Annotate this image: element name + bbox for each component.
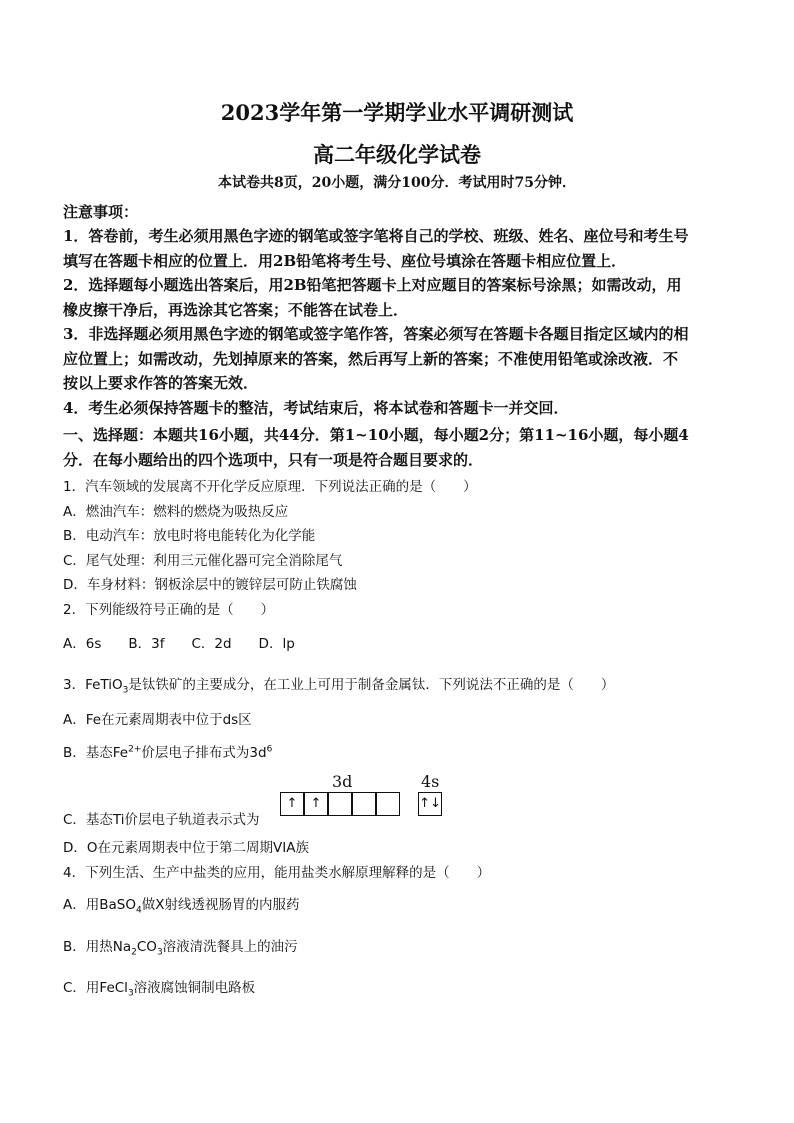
q4-b-rest: 溶液清洗餐具上的油污 [162,939,298,955]
note-1-line-1: 1．答卷前，考生必须用黑色字迹的钢笔或签字笔将自己的学校、班级、姓名、座位号和考生号 [63,227,689,245]
q4-b-subscript-1: 2 [131,947,137,958]
orbital-3d-box-1: ↑ [280,792,304,816]
exam-info: 本试卷共8页，20小题，满分100分．考试用时75分钟． [218,175,576,191]
q2-options: A．6s B．3f C．2d D．lp [63,636,295,652]
q4-c-rest: 溶液腐蚀铜制电路板 [133,980,256,996]
q4-c-subscript: 3 [127,988,134,999]
q4-option-a [63,893,299,916]
orbital-3d-box-2: ↑ [304,792,328,816]
q4-b-subscript-2: 3 [156,947,163,958]
q4-a-text: A．用BaSO [63,897,136,913]
q1-option-d: D．车身材料：钢板涂层中的镀锌层可防止铁腐蚀 [63,577,357,593]
orbital-4s-box: ↑↓ [418,792,442,816]
q3-b-charge: 2+ [128,744,142,755]
q2-stem: 2．下列能级符号正确的是（ ） [63,602,275,618]
q3-stem-subscript: 3 [122,685,129,696]
note-4: 4．考生必须保持答题卡的整洁，考试结束后，将本试卷和答题卡一并交回． [63,399,569,417]
q1-option-a: A．燃油汽车：燃料的燃烧为吸热反应 [63,504,289,520]
q3-b-config: 价层电子排布式为3d [141,745,267,761]
q1-option-c: C．尾气处理：利用三元催化器可完全消除尾气 [63,553,343,569]
note-2-line-1: 2．选择题每小题选出答案后，用2B铅笔把答题卡上对应题目的答案标号涂黑；如需改动，用 [63,276,682,294]
section-1-line-1: 一、选择题：本题共16小题，共44分．第1~10小题，每小题2分；第11~16小题，每小题4 [63,426,689,444]
q3-option-d: D．O在元素周期表中位于第二周期VIA族 [63,840,309,856]
q4-b-formula: CO [136,939,157,955]
note-2-line-2: 橡皮擦干净后，再选涂其它答案；不能答在试卷上． [63,301,409,319]
orbital-3d-box-3 [328,792,352,816]
q4-option-c [63,976,255,999]
q3-option-c: C．基态Ti价层电子轨道表示式为 [63,812,260,828]
note-3-line-2: 应位置上；如需改动，先划掉原来的答案，然后再写上新的答案；不准使用铅笔或涂改液．不 [63,350,679,368]
notes-heading: 注意事项： [63,203,139,221]
note-3-line-1: 3．非选择题必须用黑色字迹的钢笔或签字笔作答，答案必须写在答题卡各题目指定区域内的相 [63,325,689,343]
q4-a-rest: 做X射线透视肠胃的内服药 [141,897,300,913]
q4-b-text: B．用热Na [63,939,132,955]
orbital-3d-box-5 [376,792,400,816]
q1-stem: 1．汽车领域的发展离不开化学反应原理．下列说法正确的是（ ） [63,479,477,495]
q4-option-b [63,935,298,958]
exam-title: 2023学年第一学期学业水平调研测试 [220,100,574,125]
q3-b-text: B．基态Fe [63,745,129,761]
q3-stem-text: 3．FeTiO [63,677,123,693]
orbital-3d-box-4 [352,792,376,816]
q3-b-exponent: 6 [266,744,273,755]
section-1-line-2: 分．在每小题给出的四个选项中，只有一项是符合题目要求的． [63,451,484,469]
note-1-line-2: 填写在答题卡相应的位置上．用2B铅笔将考生号、座位号填涂在答题卡相应位置上． [63,252,627,270]
q4-stem: 4．下列生活、生产中盐类的应用，能用盐类水解原理解释的是（ ） [63,865,491,881]
q3-option-a: A．Fe在元素周期表中位于ds区 [63,712,252,728]
note-3-line-3: 按以上要求作答的答案无效． [63,374,259,392]
q3-option-b [63,741,272,761]
q3-stem-rest: 是钛铁矿的主要成分，在工业上可用于制备金属钛．下列说法不正确的是（ ） [128,677,615,693]
q4-c-text: C．用FeCl [63,980,128,996]
q4-a-subscript: 4 [135,905,142,916]
q1-option-b: B．电动汽车：放电时将电能转化为化学能 [63,528,316,544]
exam-subtitle: 高二年级化学试卷 [313,142,481,167]
q3-stem [63,673,614,696]
orbital-4s-label: 4s [421,772,440,791]
orbital-3d-label: 3d [332,772,353,791]
